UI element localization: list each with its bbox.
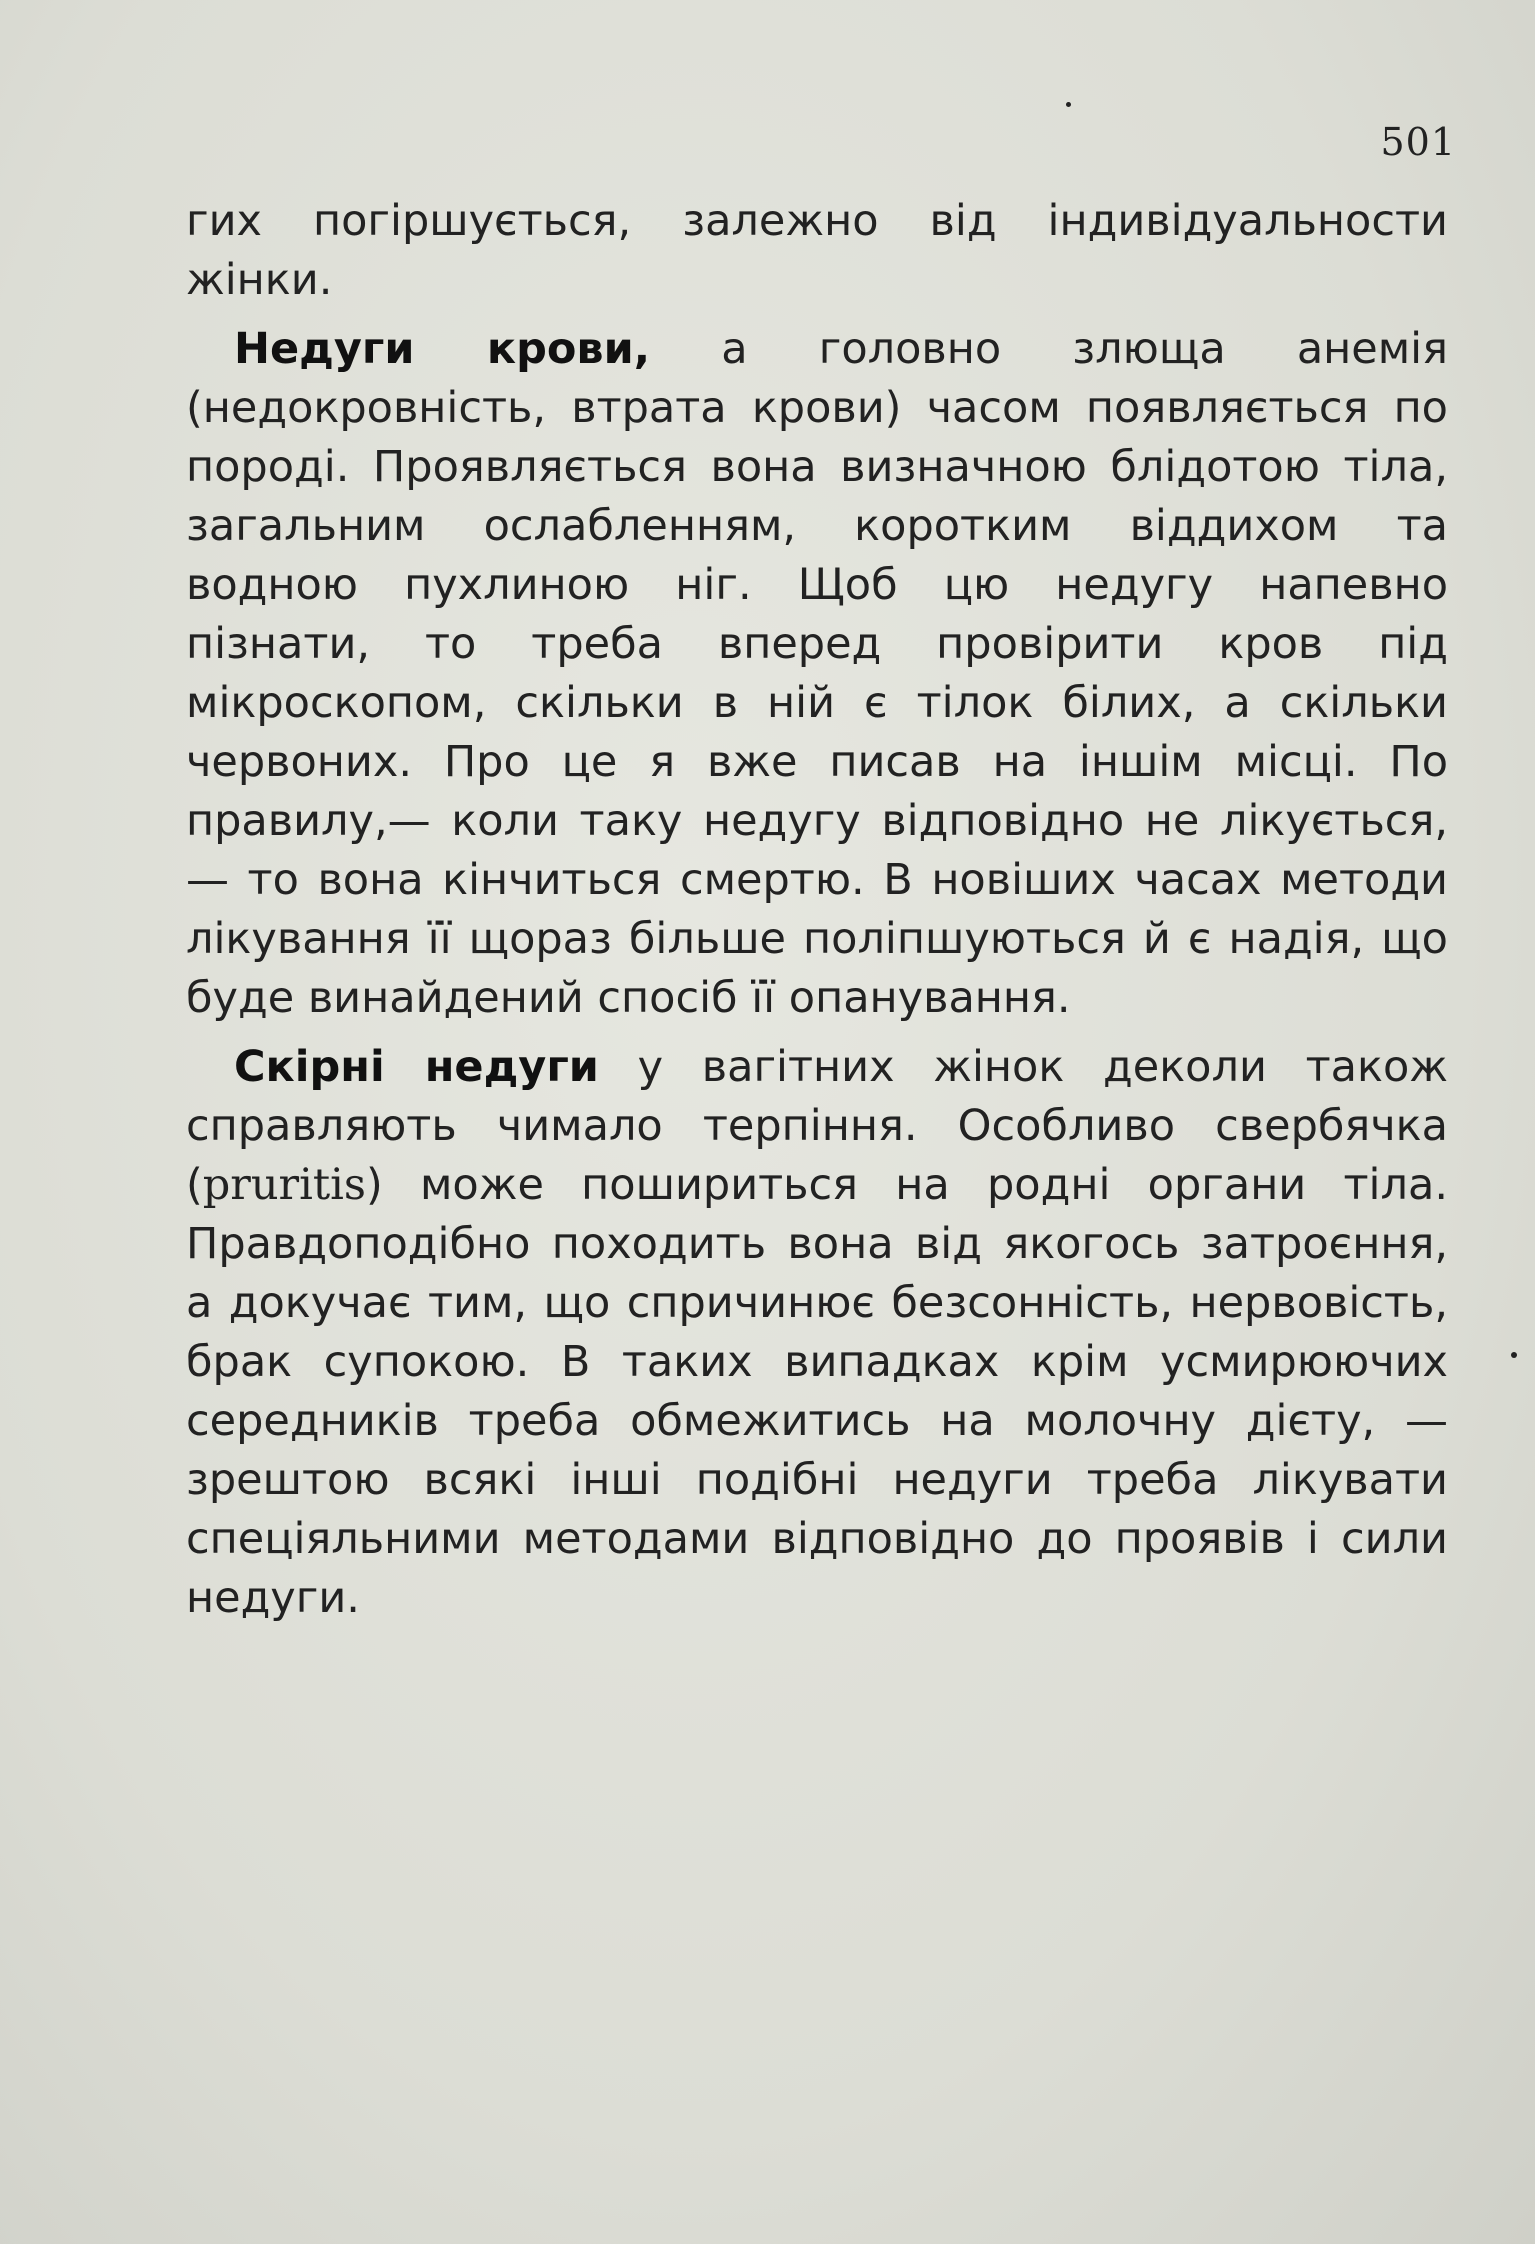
page-number: 501 <box>1380 120 1456 164</box>
print-speck <box>1511 1352 1517 1358</box>
paragraph-text: гих погіршується, залежно від індивідуальности жінки. <box>186 196 1448 305</box>
paragraph-text: ) може пошириться на родні органи тіла. Правдоподібно походить вона від якогось затроєння, а докучає тим, що спричинює безсонність, нервовість, брак супокою. В таких випадках крім усмирюючих середників треба обмежитись на молочну дієту, — зрештою всякі інші подібні недуги треба лікувати спеціяльними методами відповідно до проявів і сили недуги. <box>186 1160 1448 1623</box>
paragraph-heading: Недуги крови, <box>234 324 651 374</box>
latin-term: pruritis <box>202 1160 366 1210</box>
body-text <box>186 192 1448 1628</box>
paragraph-text: а головно злюща анемія (недокровність, втрата крови) часом появляється по породі. Проявляється вона визначною блідотою тіла, загальним ослабленням, коротким віддихом та водною пухлиною ніг. Щоб цю недугу напевно пізнати, то треба вперед провірити кров під мікроскопом, скільки в ній є тілок білих, а скільки червоних. Про це я вже писав на іншім місці. По правилу,— коли таку недугу відповідно не лікується,— то вона кінчиться смертю. В новіших часах методи лікування її щораз більше поліпшуються й є надія, що буде винайдений спосіб її опанування. <box>186 324 1448 1023</box>
print-speck <box>1066 102 1071 107</box>
paragraph-text: у вагітних жінок деколи також справляють чимало терпіння. Особливо свербячка ( <box>186 1042 1449 1210</box>
paragraph-skin-diseases <box>186 1038 1448 1628</box>
paragraph-heading: Скірні недуги <box>234 1042 599 1092</box>
paragraph-continuation <box>186 192 1448 310</box>
paragraph-blood-diseases <box>186 320 1448 1028</box>
